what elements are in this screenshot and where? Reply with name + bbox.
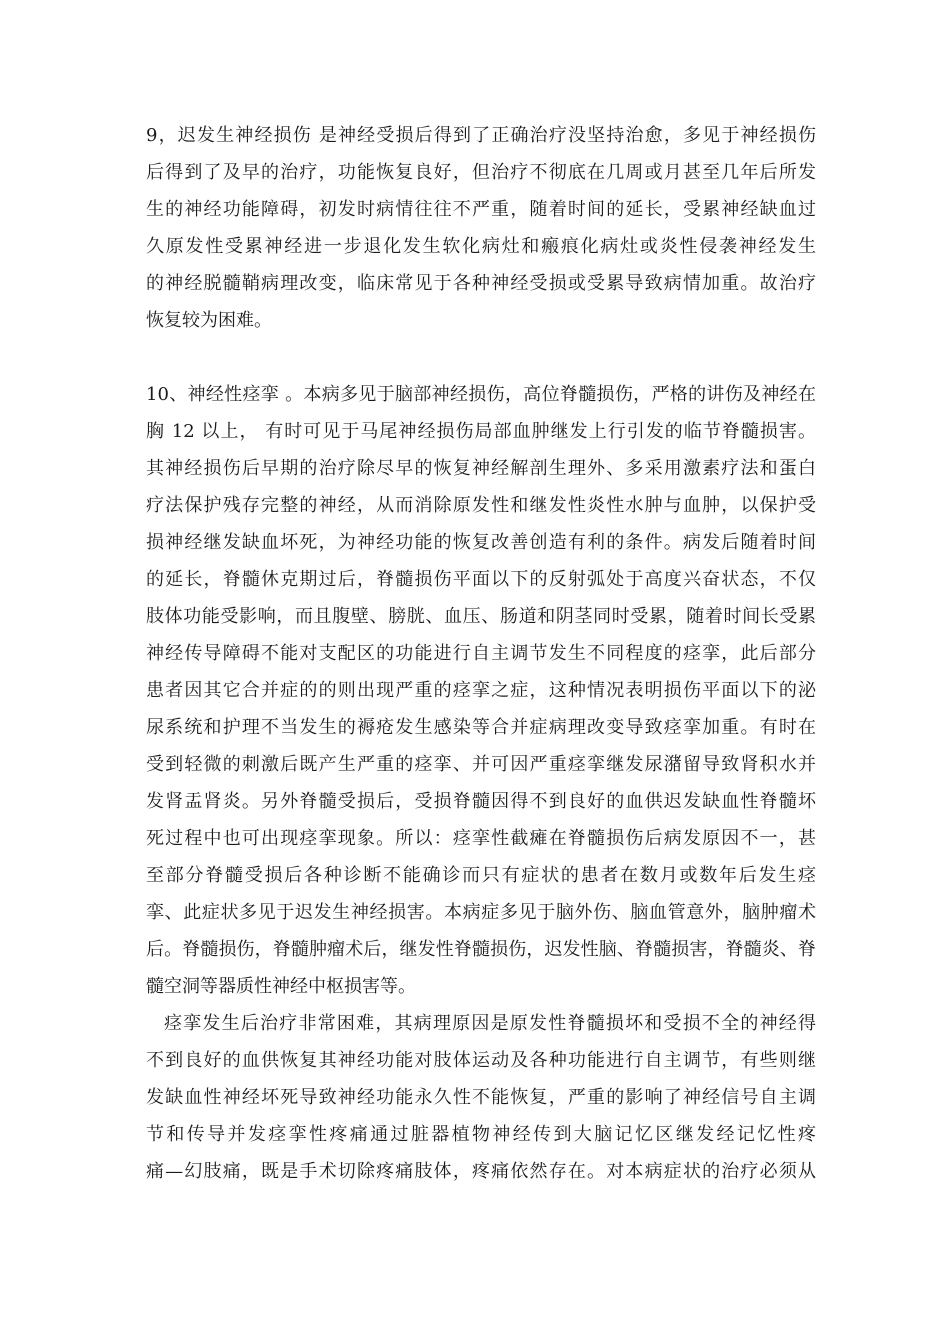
text-line: 发肾盂肾炎。另外脊髓受损后，受损脊髓因得不到良好的血供迟发缺血性脊髓坏 <box>146 791 816 812</box>
text-line: 痉挛发生后治疗非常困难，其病理原因是原发性脊髓损坏和受损不全的神经得 <box>164 1013 816 1034</box>
text-line: 后得到了及早的治疗，功能恢复良好，但治疗不彻底在几周或月甚至几年后所发 <box>146 162 816 183</box>
text-line: 肢体功能受影响，而且腹壁、膀胱、血压、肠道和阴茎同时受累，随着时间长受累 <box>146 606 816 627</box>
text-line: 的延长，脊髓休克期过后，脊髓损伤平面以下的反射弧处于高度兴奋状态，不仅 <box>146 569 816 590</box>
text-line: 疗法保护残存完整的神经，从而消除原发性和继发性炎性水肿与血肿，以保护受 <box>146 495 816 516</box>
text-line: 10、神经性痉挛 。本病多见于脑部神经损伤，高位脊髓损伤，严格的讲伤及神经在 <box>146 384 816 405</box>
text-line: 久原发性受累神经进一步退化发生软化病灶和瘢痕化病灶或炎性侵袭神经发生 <box>146 236 816 257</box>
text-line: 不到良好的血供恢复其神经功能对肢体运动及各种功能进行自主调节，有些则继 <box>146 1050 816 1071</box>
text-line: 至部分脊髓受损后各种诊断不能确诊而只有症状的患者在数月或数年后发生痉 <box>146 865 816 886</box>
text-line: 神经传导障碍不能对支配区的功能进行自主调节发生不同程度的痉挛，此后部分 <box>146 643 816 664</box>
text-line: 患者因其它合并症的的则出现严重的痉挛之症，这种情况表明损伤平面以下的泌 <box>146 680 816 701</box>
text-line: 损神经继发缺血坏死，为神经功能的恢复改善创造有利的条件。病发后随着时间 <box>146 532 816 553</box>
text-line: 受到轻微的刺激后既产生严重的痉挛、并可因严重痉挛继发尿潴留导致肾积水并 <box>146 754 816 775</box>
text-line: 9，迟发生神经损伤 是神经受损后得到了正确治疗没坚持治愈，多见于神经损伤 <box>146 125 816 146</box>
text-line: 挛、此症状多见于迟发生神经损害。本病症多见于脑外伤、脑血管意外，脑肿瘤术 <box>146 902 816 923</box>
text-line: 痛—幻肢痛，既是手术切除疼痛肢体，疼痛依然存在。对本病症状的治疗必须从 <box>146 1161 816 1182</box>
text-line: 的神经脱髓鞘病理改变，临床常见于各种神经受损或受累导致病情加重。故治疗 <box>146 273 816 294</box>
text-line: 死过程中也可出现痉挛现象。所以：痉挛性截瘫在脊髓损伤后病发原因不一，甚 <box>146 828 816 849</box>
text-line: 节和传导并发痉挛性疼痛通过脏器植物神经传到大脑记忆区继发经记忆性疼 <box>146 1124 816 1145</box>
text-line: 生的神经功能障碍，初发时病情往往不严重，随着时间的延长，受累神经缺血过 <box>146 199 816 220</box>
text-line: 髓空洞等器质性神经中枢损害等。 <box>146 976 416 997</box>
text-line: 后。脊髓损伤，脊髓肿瘤术后，继发性脊髓损伤，迟发性脑、脊髓损害，脊髓炎、脊 <box>146 939 816 960</box>
text-line: 胸 12 以上， 有时可见于马尾神经损伤局部血肿继发上行引发的临节脊髓损害。 <box>146 421 816 442</box>
text-line: 发缺血性神经坏死导致神经功能永久性不能恢复，严重的影响了神经信号自主调 <box>146 1087 816 1108</box>
text-line: 其神经损伤后早期的治疗除尽早的恢复神经解剖生理外、多采用激素疗法和蛋白 <box>146 458 816 479</box>
text-line: 恢复较为困难。 <box>146 310 272 331</box>
text-line: 尿系统和护理不当发生的褥疮发生感染等合并症病理改变导致痉挛加重。有时在 <box>146 717 816 738</box>
